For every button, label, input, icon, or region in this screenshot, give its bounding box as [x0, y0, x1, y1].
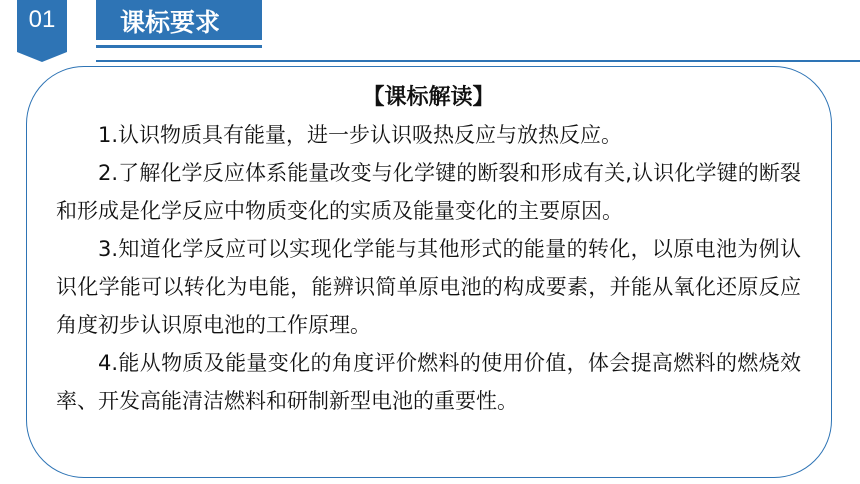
content-heading: 【课标解读】 [362, 85, 495, 110]
content-body [56, 80, 801, 420]
section-title: 课标要求 [120, 8, 221, 37]
section-number-badge [17, 0, 67, 62]
section-number: 01 [28, 6, 56, 33]
section-title-bar [96, 0, 262, 40]
requirement-item-4: 4.能从物质及能量变化的角度评价燃料的使用价值，体会提高燃料的燃烧效率、开发高能清洁燃料和研制新型电池的重要性。 [56, 351, 801, 413]
title-underline [96, 45, 262, 48]
requirement-item-1: 1.认识物质具有能量，进一步认识吸热反应与放热反应。 [98, 123, 623, 147]
requirement-item-2: 2.了解化学反应体系能量改变与化学键的断裂和形成有关,认识化学键的断裂和形成是化学反应中物质变化的实质及能量变化的主要原因。 [56, 161, 801, 223]
header-divider [96, 60, 860, 62]
requirement-item-3: 3.知道化学反应可以实现化学能与其他形式的能量的转化，以原电池为例认识化学能可以转化为电能，能辨识简单原电池的构成要素，并能从氧化还原反应角度初步认识原电池的工作原理。 [56, 237, 801, 337]
